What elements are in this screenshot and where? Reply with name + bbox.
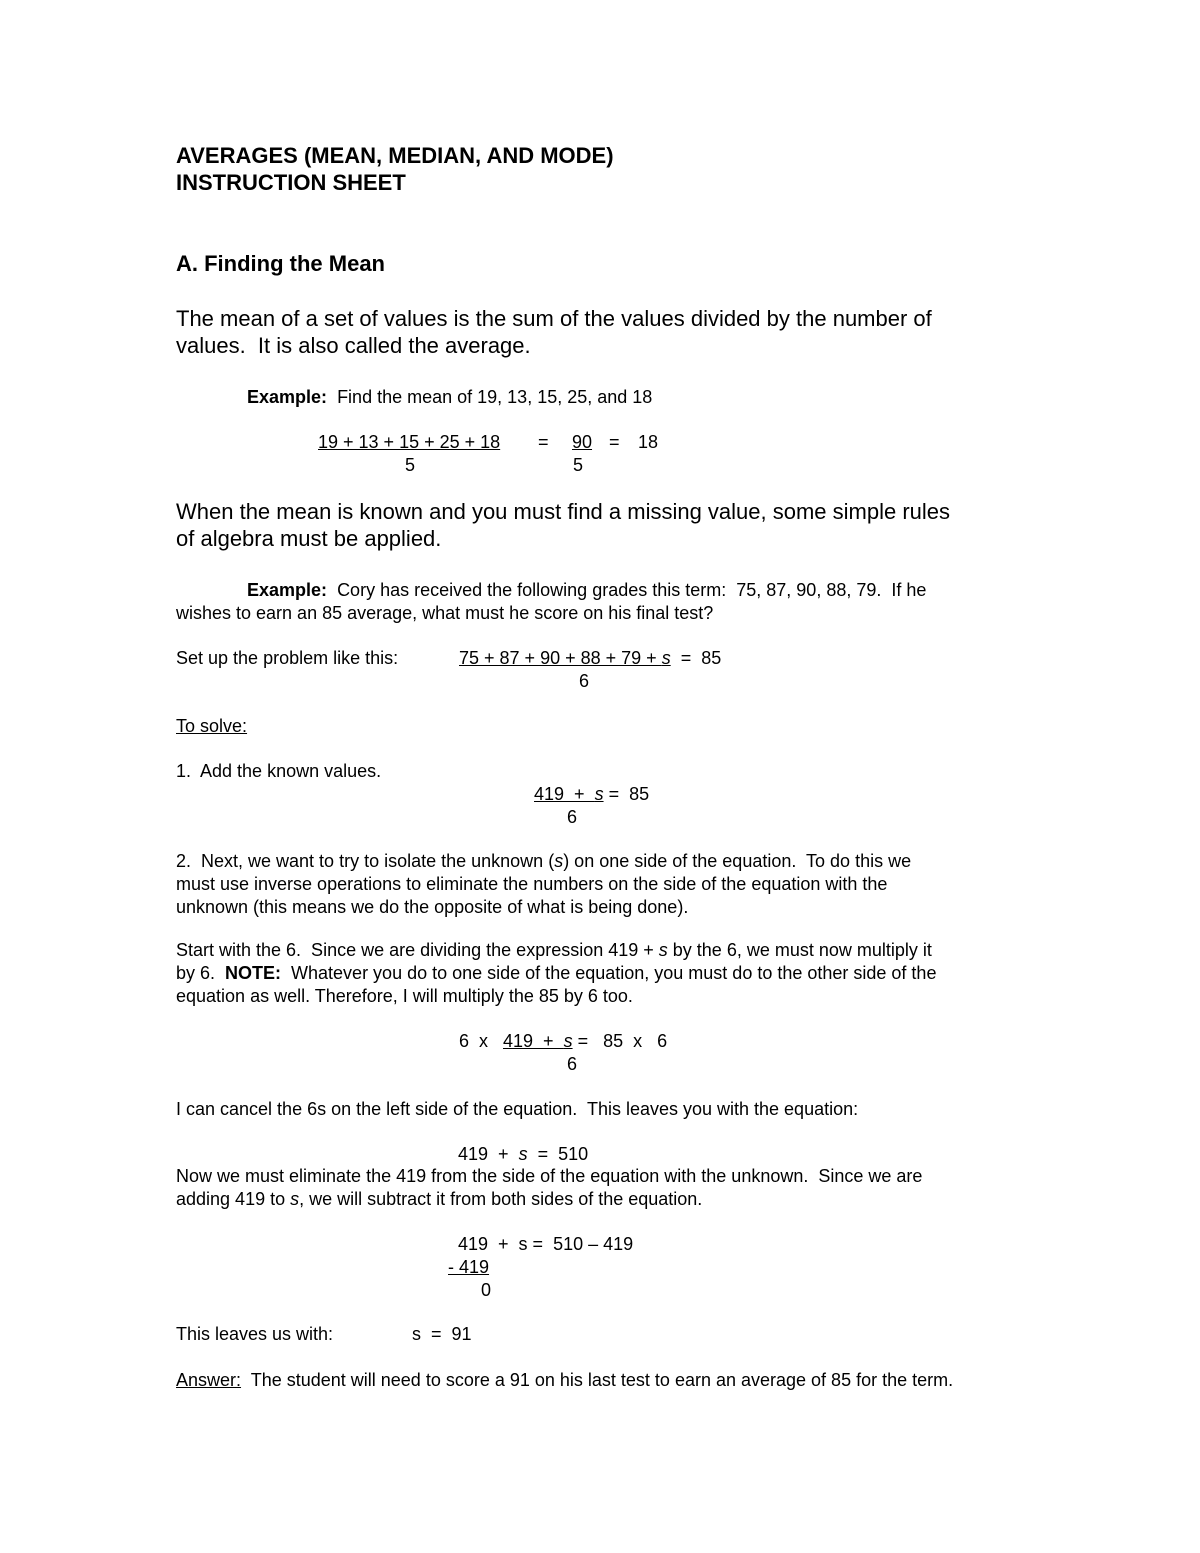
variable-s: s bbox=[594, 784, 604, 804]
multiply-denominator: 6 bbox=[566, 1054, 577, 1074]
step-2-line-1: 2. Next, we want to try to isolate the unknown (s) on one side of the equation. To do this we bbox=[176, 851, 912, 871]
cancel-line: I can cancel the 6s on the left side of the equation. This leaves you with the equation: bbox=[176, 1099, 859, 1119]
note-label: NOTE: bbox=[225, 963, 282, 983]
eliminate-line-1: Now we must eliminate the 419 from the side of the equation with the unknown. Since we are bbox=[176, 1166, 923, 1186]
example-2-line-1: Example: Cory has received the following grades this term: 75, 87, 90, 88, 79. If he bbox=[247, 580, 927, 600]
variable-s: s bbox=[518, 1144, 528, 1164]
variable-s: s bbox=[290, 1189, 300, 1209]
setup-denominator: 6 bbox=[578, 671, 589, 691]
step-2-line-2: must use inverse operations to eliminate the numbers on the side of the equation with the bbox=[176, 874, 888, 894]
start-line-3: equation as well. Therefore, I will multiply the 85 by 6 too. bbox=[176, 986, 633, 1006]
intro-line-1: The mean of a set of values is the sum of the values divided by the number of bbox=[176, 306, 932, 331]
example-1-numerator: 19 + 13 + 15 + 25 + 18 bbox=[318, 432, 501, 452]
step-2-line-3: unknown (this means we do the opposite of what is being done). bbox=[176, 897, 689, 917]
leaves-value: s = 91 bbox=[412, 1324, 472, 1344]
example-1-result: 18 bbox=[638, 432, 659, 452]
multiply-equation: 6 x 419 + s = 85 x 6 bbox=[459, 1031, 668, 1051]
document-title: AVERAGES (MEAN, MEDIAN, AND MODE) bbox=[176, 143, 614, 168]
example-1-equals-2: = bbox=[609, 432, 620, 452]
section-heading: A. Finding the Mean bbox=[176, 251, 385, 276]
step-1-equation: 419 + s = 85 bbox=[534, 784, 650, 804]
example-label: Example: bbox=[247, 387, 328, 407]
example-1-denominator: 5 bbox=[404, 455, 415, 475]
example-label: Example: bbox=[247, 580, 328, 600]
example-1-statement bbox=[247, 388, 652, 406]
subtraction-line-2: - 419 bbox=[448, 1257, 490, 1277]
example-1-text: Find the mean of 19, 13, 15, 25, and 18 bbox=[337, 387, 653, 407]
start-line-1: Start with the 6. Since we are dividing the expression 419 + s by the 6, we must now multiply it bbox=[176, 940, 932, 960]
leaves-label: This leaves us with: bbox=[176, 1324, 334, 1344]
missing-line-2: of algebra must be applied. bbox=[176, 526, 442, 551]
to-solve-label: To solve: bbox=[176, 716, 248, 736]
variable-s: s bbox=[554, 851, 564, 871]
example-1-sum: 90 bbox=[572, 432, 593, 452]
missing-line-1: When the mean is known and you must find a missing value, some simple rules bbox=[176, 499, 951, 524]
start-line-2: by 6. NOTE: Whatever you do to one side of the equation, you must do to the other side of the bbox=[176, 963, 937, 983]
intro-line-2: values. It is also called the average. bbox=[176, 333, 531, 358]
example-1-equals: = bbox=[538, 432, 549, 452]
example-1-sum-denominator: 5 bbox=[572, 455, 583, 475]
eliminate-line-2: adding 419 to s, we will subtract it from both sides of the equation. bbox=[176, 1189, 703, 1209]
variable-s: s bbox=[658, 940, 668, 960]
answer-line bbox=[176, 1371, 953, 1389]
variable-s: s bbox=[661, 648, 671, 668]
answer-label: Answer: bbox=[176, 1370, 242, 1390]
example-2-line-2: wishes to earn an 85 average, what must he score on his final test? bbox=[176, 603, 714, 623]
setup-label: Set up the problem like this: bbox=[176, 648, 399, 668]
reduced-equation: 419 + s = 510 bbox=[458, 1144, 589, 1164]
setup-equation: 75 + 87 + 90 + 88 + 79 + s = 85 bbox=[459, 648, 722, 668]
step-1: 1. Add the known values. bbox=[176, 761, 382, 781]
document-subtitle: INSTRUCTION SHEET bbox=[176, 170, 406, 195]
variable-s: s bbox=[563, 1031, 573, 1051]
subtraction-line-3: 0 bbox=[481, 1280, 492, 1300]
subtraction-line-1: 419 + s = 510 – 419 bbox=[458, 1234, 634, 1254]
step-1-denominator: 6 bbox=[566, 807, 577, 827]
answer-text: The student will need to score a 91 on his last test to earn an average of 85 for the term. bbox=[241, 1370, 954, 1390]
